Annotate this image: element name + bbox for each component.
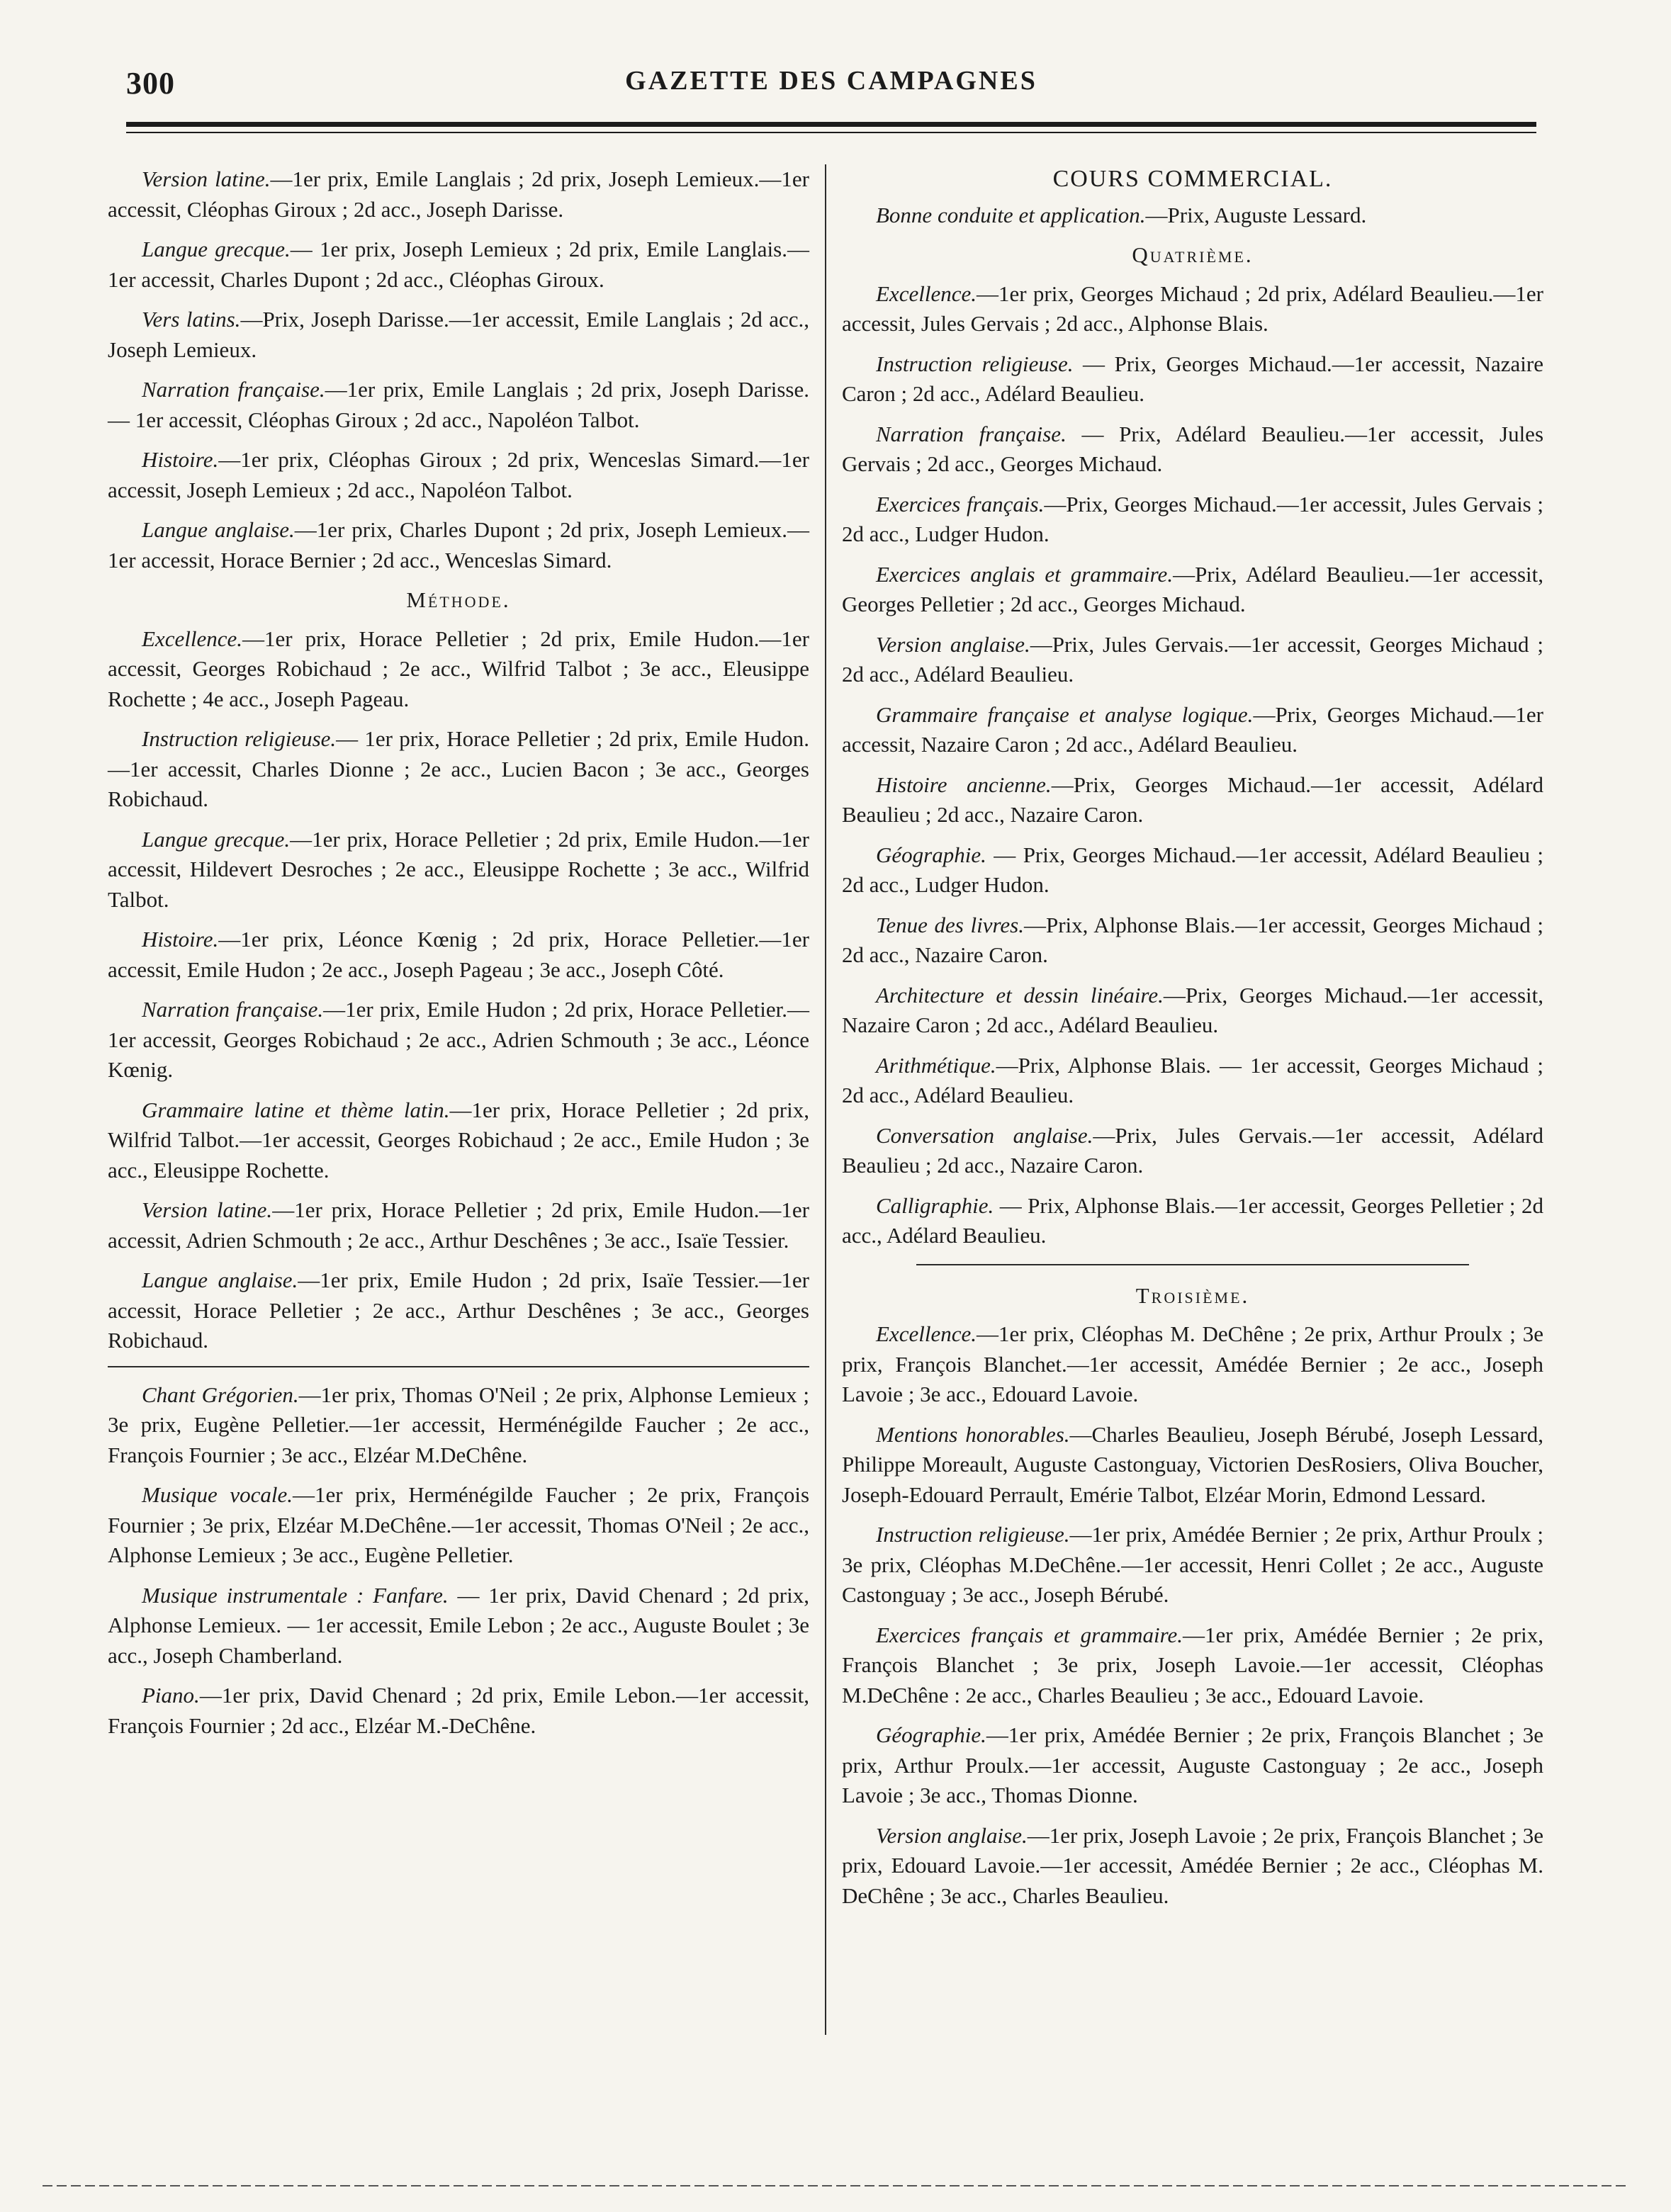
left-column	[108, 164, 809, 1751]
right-column	[842, 164, 1543, 1921]
subject-label: Exercices français.	[876, 491, 1045, 517]
prize-entry	[842, 1319, 1543, 1410]
subject-label: Arithmétique.	[876, 1052, 996, 1078]
prize-entry	[842, 1821, 1543, 1912]
prize-text: — 1er prix, David Chenard ; 2d prix, Alphonse Lemieux. — 1er accessit, Emile Lebon ; 2e acc., Auguste Boulet ; 3e acc., Joseph Chamberland.	[108, 1582, 809, 1668]
course-title: COURS COMMERCIAL.	[1052, 166, 1333, 192]
prize-entry	[842, 840, 1543, 901]
subject-label: Conversation anglaise.	[876, 1122, 1093, 1148]
prize-entry	[108, 305, 809, 365]
prize-text: —1er prix, Horace Pelletier ; 2d prix, Emile Hudon.—1er accessit, Adrien Schmouth ; 2e acc., Arthur Deschênes ; 3e acc., Isaïe Tessier.	[108, 1197, 809, 1253]
prize-text: — Prix, Georges Michaud.—1er accessit, Adélard Beaulieu ; 2d acc., Ludger Hudon.	[842, 842, 1543, 897]
prize-text: —1er prix, Charles Dupont ; 2d prix, Joseph Lemieux.—1er accessit, Horace Bernier ; 2d acc., Wenceslas Simard.	[108, 517, 809, 572]
subject-label: Bonne conduite et application.	[876, 202, 1146, 227]
subject-label: Architecture et dessin linéaire.	[876, 982, 1164, 1008]
prize-text: —Prix, Georges Michaud.—1er accessit, Adélard Beaulieu ; 2d acc., Nazaire Caron.	[842, 772, 1543, 827]
prize-entry	[842, 490, 1543, 550]
running-title: GAZETTE DES CAMPAGNES	[625, 66, 1037, 96]
subject-label: Excellence.	[876, 1321, 977, 1346]
subject-label: Excellence.	[876, 281, 977, 306]
quatrieme-heading: Quatrième.	[1132, 242, 1254, 267]
page-header	[126, 65, 1536, 102]
subject-label: Narration française.	[142, 377, 325, 402]
prize-entry	[842, 349, 1543, 410]
prize-entry	[842, 981, 1543, 1041]
quatrieme-prize-list	[842, 279, 1543, 1251]
prize-entry	[108, 825, 809, 915]
prize-text: —1er prix, Horace Pelletier ; 2d prix, Wilfrid Talbot.—1er accessit, Georges Robichaud ; 2e acc., Emile Hudon ; 3e acc., Eleusippe Rochette.	[108, 1097, 809, 1183]
prize-entry	[842, 1051, 1543, 1111]
subject-label: Instruction religieuse.	[876, 1522, 1070, 1547]
subject-label: Histoire.	[142, 927, 219, 952]
prize-entry	[842, 1121, 1543, 1181]
prize-text: — Prix, Alphonse Blais.—1er accessit, Georges Pelletier ; 2d acc., Adélard Beaulieu.	[842, 1192, 1543, 1248]
prize-entry	[842, 1420, 1543, 1511]
prize-entry	[842, 910, 1543, 971]
subject-label: Langue anglaise.	[142, 1268, 298, 1292]
prize-text: —Charles Beaulieu, Joseph Bérubé, Joseph Lessard, Philippe Moreault, Auguste Castonguay, Victorien DesRosiers, Oliva Boucher, Joseph-Edouard Perrault, Emérie Talbot, Elzéar Morin, Edmond Lessard.	[842, 1421, 1543, 1507]
prize-entry	[842, 419, 1543, 480]
prize-entry	[842, 560, 1543, 620]
subject-label: Langue grecque.	[142, 826, 291, 852]
prize-text: —Prix, Georges Michaud.—1er accessit, Nazaire Caron ; 2d acc., Adélard Beaulieu.	[842, 701, 1543, 757]
subject-label: Version latine.	[142, 167, 271, 191]
prize-entry	[108, 1195, 809, 1255]
prize-entry	[842, 630, 1543, 690]
subject-label: Géographie.	[876, 842, 986, 867]
prize-text: —1er prix, Emile Hudon ; 2d prix, Isaïe Tessier.—1er accessit, Horace Pelletier ; 2e acc., Arthur Deschênes ; 3e acc., Georges Robichaud.	[108, 1268, 809, 1353]
prize-text: —1er prix, Cléophas Giroux ; 2d prix, Wenceslas Simard.—1er accessit, Joseph Lemieux ; 2d acc., Napoléon Talbot.	[108, 447, 809, 502]
prize-entry	[108, 1681, 809, 1741]
prize-entry	[108, 1265, 809, 1356]
prize-text: —Prix, Georges Michaud.—1er accessit, Jules Gervais ; 2d acc., Ludger Hudon.	[842, 491, 1543, 546]
header-rule-thick	[126, 122, 1536, 127]
page-number: 300	[126, 66, 175, 101]
subject-label: Narration française.	[876, 421, 1067, 446]
header-rule-thin	[126, 132, 1536, 133]
prize-text: —Prix, Joseph Darisse.—1er accessit, Emile Langlais ; 2d acc., Joseph Lemieux.	[108, 307, 809, 362]
prize-text: — Prix, Georges Michaud.—1er accessit, Nazaire Caron ; 2d acc., Adélard Beaulieu.	[842, 351, 1543, 406]
subject-label: Musique instrumentale : Fanfare.	[142, 1582, 449, 1608]
prize-entry	[842, 279, 1543, 339]
subject-label: Vers latins.	[142, 307, 241, 332]
subject-label: Version anglaise.	[876, 631, 1030, 657]
subject-label: Instruction religieuse.	[142, 726, 337, 751]
prize-text: —1er prix, Léonce Kœnig ; 2d prix, Horace Pelletier.—1er accessit, Emile Hudon ; 2e acc., Joseph Pageau ; 3e acc., Joseph Côté.	[108, 927, 809, 982]
troisieme-heading: Troisième.	[1135, 1282, 1250, 1308]
prize-entry	[108, 164, 809, 225]
prize-entry	[108, 995, 809, 1085]
prize-entry	[108, 1480, 809, 1571]
prize-text: —Prix, Jules Gervais.—1er accessit, Adélard Beaulieu ; 2d acc., Nazaire Caron.	[842, 1122, 1543, 1178]
subject-label: Histoire.	[142, 447, 219, 472]
prize-text: —1er prix, Emile Langlais ; 2d prix, Joseph Lemieux.—1er accessit, Cléophas Giroux ; 2d acc., Joseph Darisse.	[108, 167, 809, 222]
prize-entry	[108, 1380, 809, 1471]
prize-text: — 1er prix, Joseph Lemieux ; 2d prix, Emile Langlais.—1er accessit, Charles Dupont ; 2d acc., Cléophas Giroux.	[108, 237, 809, 292]
prize-text: —Prix, Adélard Beaulieu.—1er accessit, Georges Pelletier ; 2d acc., Georges Michaud.	[842, 561, 1544, 616]
prize-entry	[108, 1581, 809, 1671]
subject-label: Musique vocale.	[142, 1482, 293, 1507]
prize-text: —Prix, Alphonse Blais. — 1er accessit, Georges Michaud ; 2d acc., Adélard Beaulieu.	[842, 1052, 1543, 1107]
prize-entry	[842, 700, 1543, 760]
subject-label: Géographie.	[876, 1722, 986, 1747]
subject-label: Tenue des livres.	[876, 912, 1024, 937]
prize-text: —1er prix, Thomas O'Neil ; 2e prix, Alphonse Lemieux ; 3e prix, Eugène Pelletier.—1er accessit, Herménégilde Faucher ; 2e acc., François Fournier ; 3e acc., Elzéar M.DeChêne.	[108, 1382, 810, 1467]
prize-entry	[108, 624, 809, 715]
prize-text: —1er prix, Amédée Bernier ; 2e prix, François Blanchet ; 3e prix, Joseph Lavoie.—1er accessit, Cléophas M.DeChêne : 2e acc., Charles Beaulieu ; 3e acc., Edouard Lavoie.	[842, 1622, 1543, 1708]
prize-entry	[108, 375, 809, 435]
prize-text: —1er prix, Emile Langlais ; 2d prix, Joseph Darisse. — 1er accessit, Cléophas Giroux ; 2d acc., Napoléon Talbot.	[108, 377, 809, 432]
subject-label: Excellence.	[142, 626, 242, 651]
column-divider	[825, 164, 826, 2035]
prize-text: —Prix, Georges Michaud.—1er accessit, Nazaire Caron ; 2d acc., Adélard Beaulieu.	[842, 982, 1544, 1037]
subject-label: Version anglaise.	[876, 1822, 1028, 1848]
prize-entry	[108, 515, 809, 575]
prize-entry	[842, 1620, 1543, 1711]
bonne-conduite-entry	[842, 201, 1543, 231]
prize-entry	[108, 724, 809, 815]
prize-entry	[842, 1191, 1543, 1251]
bottom-rule	[43, 2185, 1630, 2186]
subject-label: Version latine.	[142, 1197, 273, 1222]
troisieme-separator	[916, 1264, 1469, 1265]
prize-text: —1er prix, Emile Hudon ; 2d prix, Horace Pelletier.—1er accessit, Georges Robichaud ; 2e acc., Adrien Schmouth ; 3e acc., Léonce Kœnig.	[108, 997, 809, 1082]
subject-label: Mentions honorables.	[876, 1421, 1070, 1447]
prize-entry	[842, 201, 1543, 231]
prize-text: —Prix, Auguste Lessard.	[1145, 202, 1367, 227]
prize-text: —1er prix, Georges Michaud ; 2d prix, Adélard Beaulieu.—1er accessit, Jules Gervais ; 2d acc., Alphonse Blais.	[842, 281, 1543, 336]
subject-label: Calligraphie.	[876, 1192, 994, 1218]
prize-entry	[842, 1720, 1543, 1811]
prize-text: —1er prix, Herménégilde Faucher ; 2e prix, François Fournier ; 3e prix, Elzéar M.DeChêne.—1er accessit, Thomas O'Neil ; 2e acc., Alphonse Lemieux ; 3e acc., Eugène Pelletier.	[108, 1482, 810, 1567]
subject-label: Grammaire française et analyse logique.	[876, 701, 1254, 727]
prize-entry	[108, 445, 809, 505]
subject-label: Exercices anglais et grammaire.	[876, 561, 1174, 587]
subject-label: Piano.	[142, 1683, 200, 1708]
subject-label: Grammaire latine et thème latin.	[142, 1097, 450, 1122]
subject-label: Langue anglaise.	[142, 517, 295, 542]
prize-text: —1er prix, Cléophas M. DeChêne ; 2e prix, Arthur Proulx ; 3e prix, François Blanchet.—1er accessit, Amédée Bernier ; 2e acc., Joseph Lavoie ; 3e acc., Edouard Lavoie.	[842, 1321, 1543, 1406]
rhetoric-prize-list	[108, 164, 809, 575]
prize-entry	[842, 1520, 1543, 1610]
subject-label: Histoire ancienne.	[876, 772, 1052, 797]
subject-label: Instruction religieuse.	[876, 351, 1074, 376]
subject-label: Chant Grégorien.	[142, 1382, 299, 1407]
prize-text: —1er prix, Horace Pelletier ; 2d prix, Emile Hudon.—1er accessit, Hildevert Desroches ; 2e acc., Eleusippe Rochette ; 3e acc., Wilfrid Talbot.	[108, 826, 809, 912]
prize-entry	[108, 1095, 809, 1186]
methode-prize-list	[108, 624, 809, 1356]
prize-text: — Prix, Adélard Beaulieu.—1er accessit, Jules Gervais ; 2d acc., Georges Michaud.	[842, 421, 1544, 476]
prize-text: —1er prix, Amédée Bernier ; 2e prix, Arthur Proulx ; 3e prix, Cléophas M.DeChêne.—1er accessit, Henri Collet ; 2e acc., Auguste Castonguay ; 3e acc., Joseph Bérubé.	[842, 1522, 1543, 1607]
prize-entry	[842, 770, 1543, 830]
subject-label: Langue grecque.	[142, 237, 291, 261]
prize-entry	[108, 925, 809, 985]
prize-text: —1er prix, David Chenard ; 2d prix, Emile Lebon.—1er accessit, François Fournier ; 2d acc., Elzéar M.-DeChêne.	[108, 1683, 809, 1738]
methode-heading: Méthode.	[406, 587, 511, 612]
prize-text: —1er prix, Horace Pelletier ; 2d prix, Emile Hudon.—1er accessit, Georges Robichaud ; 2e acc., Wilfrid Talbot ; 3e acc., Eleusippe Rochette ; 4e acc., Joseph Pageau.	[108, 626, 809, 711]
music-separator	[108, 1366, 809, 1367]
prize-text: —1er prix, Amédée Bernier ; 2e prix, François Blanchet ; 3e prix, Arthur Proulx.—1er accessit, Auguste Castonguay ; 2e acc., Joseph Lavoie ; 3e acc., Thomas Dionne.	[842, 1722, 1543, 1807]
subject-label: Exercices français et grammaire.	[876, 1622, 1183, 1647]
troisieme-prize-list	[842, 1319, 1543, 1911]
prize-text: —1er prix, Joseph Lavoie ; 2e prix, François Blanchet ; 3e prix, Edouard Lavoie.—1er accessit, Amédée Bernier ; 2e acc., Cléophas M. DeChêne ; 3e acc., Charles Beaulieu.	[842, 1822, 1543, 1908]
prize-text: —Prix, Alphonse Blais.—1er accessit, Georges Michaud ; 2d acc., Nazaire Caron.	[842, 912, 1543, 967]
music-prize-list	[108, 1380, 809, 1742]
prize-text: — 1er prix, Horace Pelletier ; 2d prix, Emile Hudon.—1er accessit, Charles Dionne ; 2e acc., Lucien Bacon ; 3e acc., Georges Robichaud.	[108, 726, 809, 811]
prize-entry	[108, 235, 809, 295]
prize-text: —Prix, Jules Gervais.—1er accessit, Georges Michaud ; 2d acc., Adélard Beaulieu.	[842, 631, 1543, 687]
subject-label: Narration française.	[142, 997, 324, 1022]
